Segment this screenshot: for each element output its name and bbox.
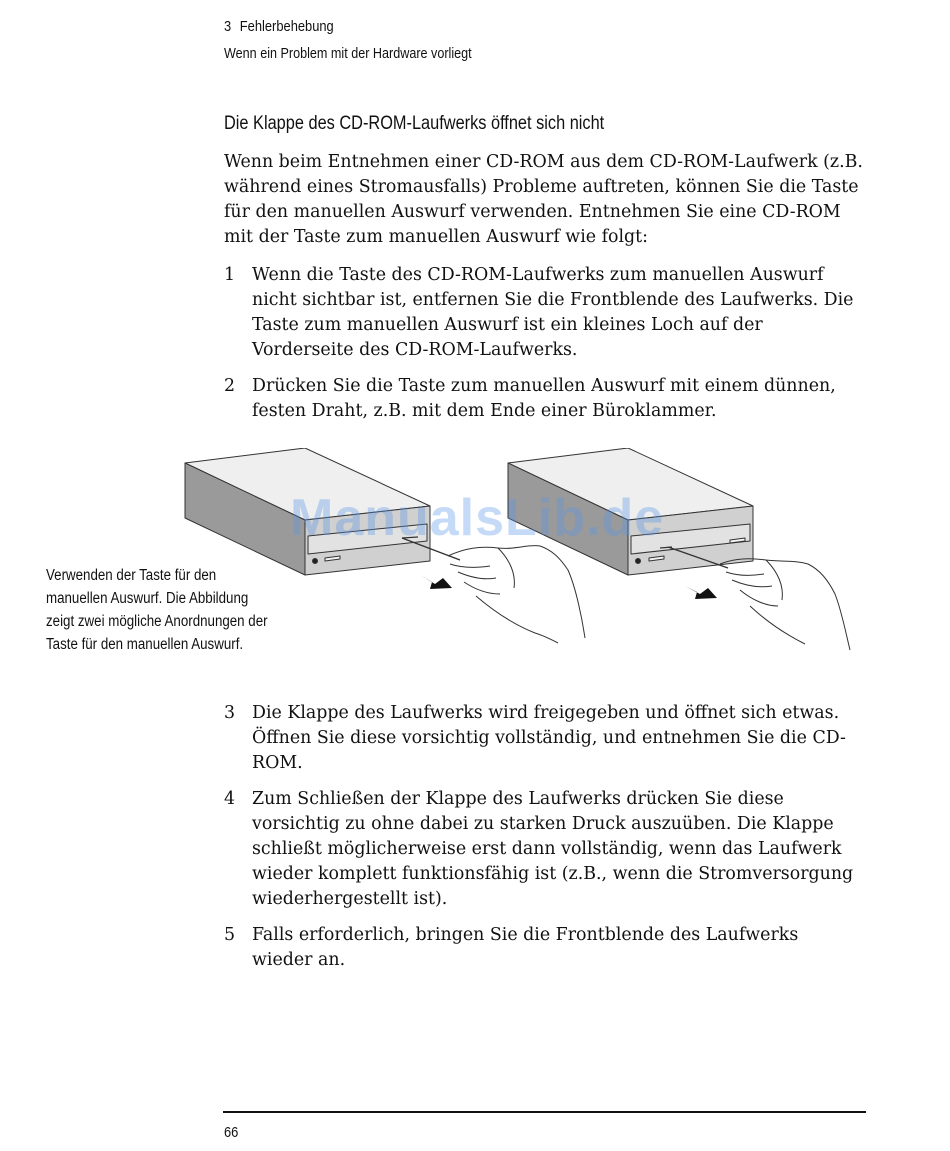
step-text: Wenn die Taste des CD-ROM-Laufwerks zum manuellen Auswurf nicht sichtbar ist, entfernen Sie die Frontblende des Laufwerks. Die Taste zum manuellen Auswurf ist ein kleines Loch auf der Vorderseite des CD-ROM-Laufwerks. (252, 265, 854, 360)
step-item (224, 263, 864, 363)
step-text: Die Klappe des Laufwerks wird freigegeben und öffnet sich etwas. Öffnen Sie diese vorsichtig vollständig, und entnehmen Sie die CD-ROM. (252, 703, 846, 773)
step-text: Falls erforderlich, bringen Sie die Frontblende des Laufwerks wieder an. (252, 925, 799, 970)
step-item (224, 787, 864, 912)
watermark: ManualsLib.de (290, 489, 665, 547)
arrow-left (420, 575, 452, 589)
step-number: 1 (224, 265, 236, 285)
page-number: 66 (224, 1124, 239, 1141)
steps-list-first (224, 263, 864, 435)
chapter-subtitle: Wenn ein Problem mit der Hardware vorliegt (224, 45, 472, 62)
step-text: Drücken Sie die Taste zum manuellen Auswurf mit einem dünnen, festen Draht, z.B. mit dem Ende einer Büroklammer. (252, 376, 836, 421)
step-item (224, 701, 864, 776)
cd-rom-drives-illustration (180, 448, 860, 663)
step-number: 2 (224, 376, 236, 396)
chapter-title: Fehlerbehebung (239, 18, 334, 35)
step-number: 4 (224, 789, 236, 809)
chapter-number: 3 (224, 18, 232, 35)
step-item (224, 923, 864, 973)
section-title: Die Klappe des CD-ROM-Laufwerks öffnet sich nicht (224, 113, 605, 134)
chapter-header (224, 18, 334, 35)
arrow-right (685, 586, 717, 599)
steps-list-second (224, 701, 864, 984)
footer-rule (223, 1111, 866, 1113)
step-item (224, 374, 864, 424)
figure-caption: Verwenden der Taste für den manuellen Auswurf. Die Abbildung zeigt zwei mögliche Anordnungen der Taste für den manuellen Auswurf. (46, 567, 268, 653)
intro-paragraph: Wenn beim Entnehmen einer CD-ROM aus dem CD-ROM-Laufwerk (z.B. während eines Stromausfalls) Probleme auftreten, können Sie die Taste für den manuellen Auswurf verwenden. Entnehmen Sie eine CD-ROM mit der Taste zum manuellen Auswurf wie folgt: (224, 152, 863, 247)
manual-eject-illustration (180, 448, 860, 663)
step-number: 3 (224, 703, 236, 723)
step-number: 5 (224, 925, 236, 945)
step-text: Zum Schließen der Klappe des Laufwerks drücken Sie diese vorsichtig zu ohne dabei zu starken Druck auszuüben. Die Klappe schließt möglicherweise erst dann vollständig, wenn das Laufwerk wieder komplett funktionsfähig ist (z.B., wenn die Stromversorgung wiederhergestellt ist). (252, 789, 854, 909)
